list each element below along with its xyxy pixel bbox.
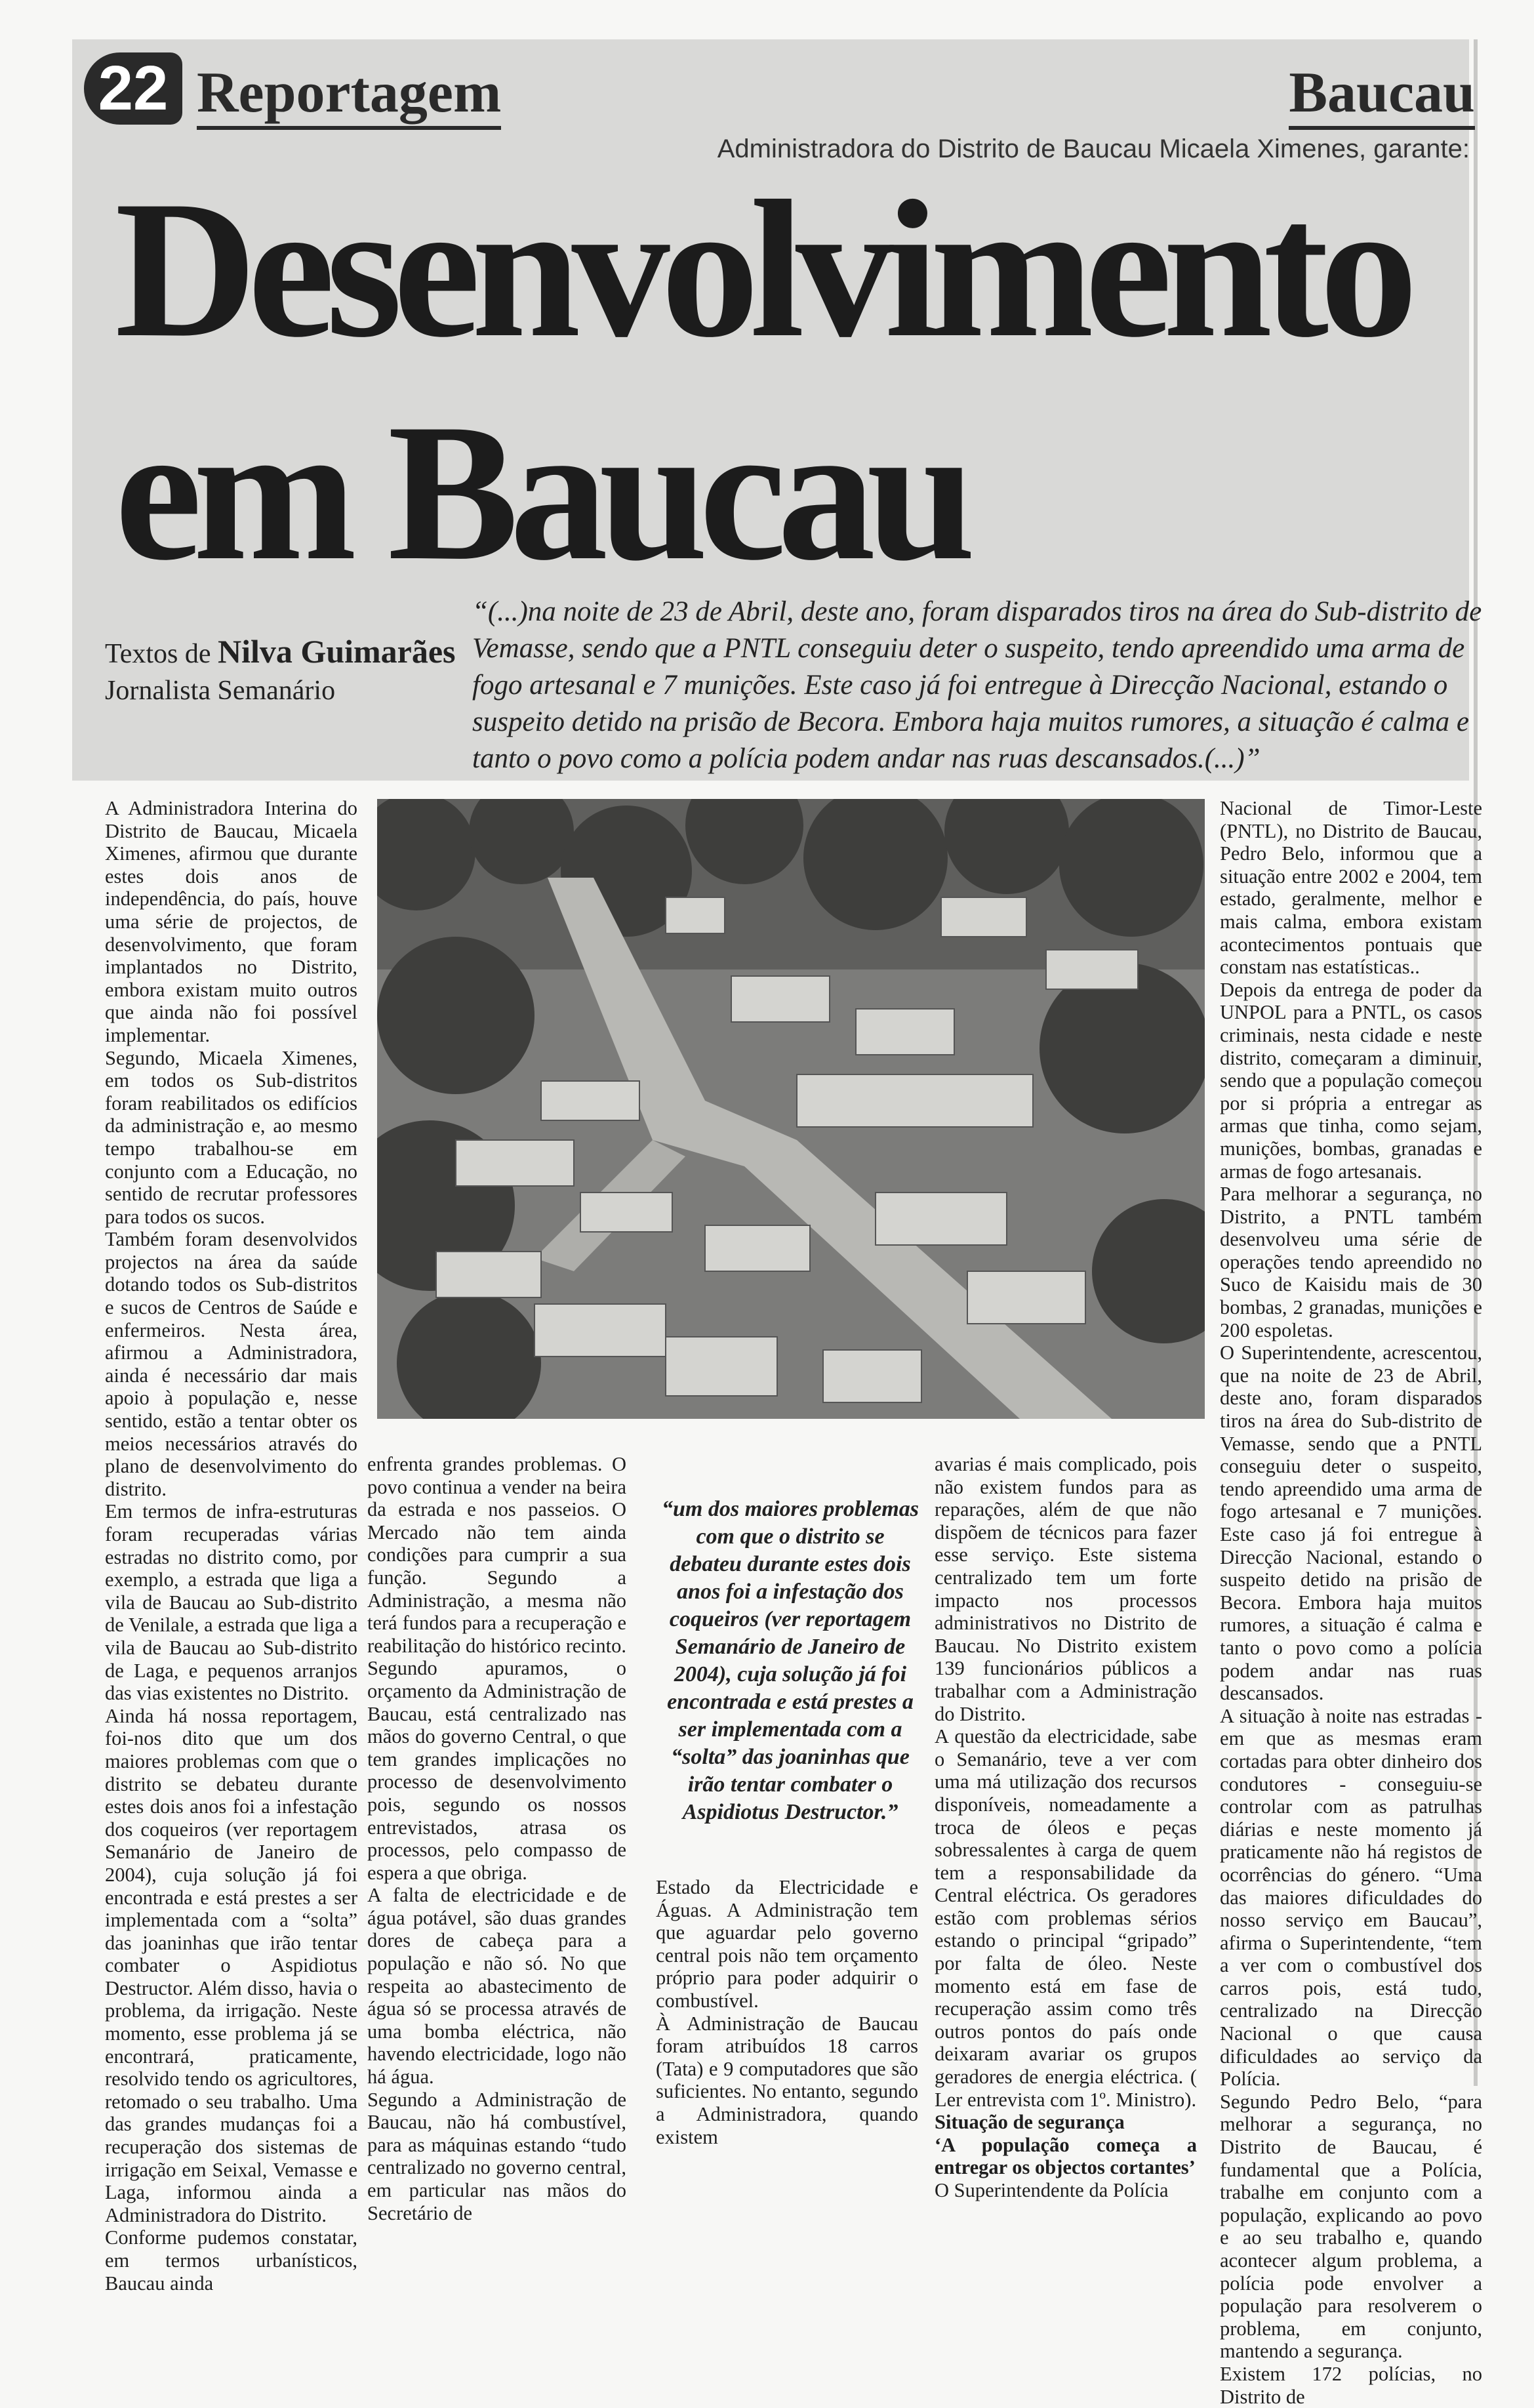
byline-author: Nilva Guimarães [218, 633, 456, 670]
paragraph: Para melhorar a segurança, no Distrito, a PNTL também desenvolveu uma série de operações tendo apreendido no Suco de Kaisidu mais de 30 bombas, 2 granadas, munições e 200 espoletas. [1220, 1183, 1482, 1341]
page-number: 22 [84, 52, 182, 125]
paragraph: Nacional de Timor-Leste (PNTL), no Distrito de Baucau, Pedro Belo, informou que a situação entre 2002 e 2004, tem estado, geralmente, melhor e mais calma, embora existam acontecimentos pontuais que constam nas estatísticas.. [1220, 797, 1482, 979]
paragraph: A situação à noite nas estradas - em que as mesmas eram cortadas para obter dinheiro dos condutores - conseguiu-se controlar com as patrulhas diárias e neste momento já praticamente não há registos de ocorrências do género. “Uma das maiores dificuldades do nosso serviço em Baucau”, afirma o Superintendente, “tem a ver com o combustível dos carros pois, está tudo, centralizado na Direcção Nacional o que causa dificuldades ao serviço da Polícia. [1220, 1704, 1482, 2091]
body-column-2 [367, 1453, 626, 2224]
photo-illustration [377, 799, 1205, 1419]
body-column-5 [1220, 797, 1482, 2408]
paragraph: Conforme pudemos constatar, em termos urbanísticos, Baucau ainda [105, 2226, 357, 2295]
paragraph: Em termos de infra-estruturas foram recuperadas várias estradas no distrito como, por exemplo, a estrada que liga a vila de Baucau ao Sub-distrito de Venilale, a estrada que liga a vila de Baucau ao Sub-distrito de Laga, e pequenos arranjos das vias existentes no Distrito. [105, 1500, 357, 1705]
headline-line-2: em Baucau [115, 383, 967, 601]
byline-prefix: Textos de [105, 639, 211, 669]
body-column-1 [105, 797, 357, 2295]
body-column-3 [656, 1876, 918, 2148]
region-title: Baucau [1289, 60, 1475, 130]
pull-quote: “um dos maiores problemas com que o distrito se debateu durante estes dois anos foi a infestação dos coqueiros (ver reportagem Semanário de Janeiro de 2004), cuja solução já foi encontrada e está prestes a ser implementada com a “solta” das joaninhas que irão tentar combater o Aspidiotus Destructor.” [662, 1497, 919, 1824]
body-column-4 [935, 1453, 1197, 2202]
headline-line-1: Desenvolvimento [115, 160, 1409, 378]
paragraph: Também foram desenvolvidos projectos na área da saúde dotando todos os Sub-distritos e sucos de Centros de Saúde e enfermeiros. Nesta área, afirmou a Administradora, ainda é necessário dar mais apoio à população e, nesse sentido, estão a tentar obter os meios necessários através do plano de desenvolvimento do distrito. [105, 1228, 357, 1500]
paragraph: enfrenta grandes problemas. O povo continua a vender na beira da estrada e nos passeios. O Mercado não tem ainda condições para cumprir a sua função. Segundo a Administração, a mesma não terá fundos para a recuperação e reabilitação do histórico recinto. Segundo apuramos, o orçamento da Administração de Baucau, está centralizado nas mãos do governo Central, o que tem grandes implicações no processo de desenvolvimento pois, segundo os nossos entrevistados, atrasa os processos, pelo compasso de espera a que obriga. [367, 1453, 626, 1884]
paragraph: Estado da Electricidade e Águas. A Administração tem que aguardar pelo governo central pois não tem orçamento próprio para poder adquirir o combustível. [656, 1876, 918, 2012]
paragraph: Existem 172 polícias, no Distrito de [1220, 2362, 1482, 2408]
paragraph: A Administradora Interina do Distrito de Baucau, Micaela Ximenes, afirmou que durante estes dois anos de independência, do país, houve uma série de projectos, de desenvolvimento, que foram implantados no Distrito, embora existam muito outros que ainda não foi possível implementar. [105, 797, 357, 1046]
byline-role: Jornalista Semanário [105, 676, 336, 706]
headline [115, 157, 1459, 603]
paragraph: A falta de electricidade e de água potável, são duas grandes dores de cabeça para a população e não só. No que respeita ao abastecimento de água só se processa através de uma bomba eléctrica, não havendo electricidade, logo não há água. [367, 1884, 626, 2089]
lead-quote: “(...)na noite de 23 de Abril, deste ano, foram disparados tiros na área do Sub-distrito de Vemasse, sendo que a PNTL conseguiu deter o suspeito, tendo apreendido uma arma de fogo artesanal e 7 munições. Este caso já foi entregue à Direcção Nacional, estando o suspeito detido na prisão de Becora. Embora haja muitos rumores, a situação é calma e tanto o povo como a polícia podem andar nas ruas descansados.(...)” [472, 596, 1482, 774]
paragraph: Segundo a Administração de Baucau, não há combustível, para as máquinas estando “tudo centralizado no governo central, em particular nas mãos do Secretário de [367, 2088, 626, 2224]
section-title: Reportagem [197, 60, 501, 130]
subheading-quote: ‘A população começa a entregar os objectos cortantes’ [935, 2133, 1197, 2179]
paragraph: Depois da entrega de poder da UNPOL para a PNTL, os casos criminais, nesta cidade e neste distrito, começaram a diminuir, sendo que a população começou por si própria a entregar as armas que tinha, como sejam, munições, bombas, granadas e armas de fogo artesanais. [1220, 978, 1482, 1183]
kicker: Administradora do Distrito de Baucau Micaela Ximenes, garante: [717, 134, 1470, 163]
town-aerial-photo [377, 799, 1205, 1419]
paragraph: avarias é mais complicado, pois não existem fundos para as reparações, além de que não dispõem de técnicos para fazer esse serviço. Este sistema centralizado tem um forte impacto nos processos administrativos no Distrito de Baucau. No Distrito existem 139 funcionários públicos a trabalhar com a Administração do Distrito. [935, 1453, 1197, 1725]
paragraph: O Superintendente, acrescentou, que na noite de 23 de Abril, deste ano, foram disparados tiros na área do Sub-distrito de Vemasse, sendo que a PNTL conseguiu deter o suspeito, tendo apreendido uma arma de fogo artesanal e 7 munições. Este caso já foi entregue à Direcção Nacional, estando o suspeito detido na prisão de Becora. Embora haja muitos rumores, a situação é calma e tanto o povo como a polícia podem andar nas ruas descansados. [1220, 1341, 1482, 1705]
paragraph: À Administração de Baucau foram atribuídos 18 carros (Tata) e 9 computadores que são suficientes. No entanto, segundo a Administradora, quando existem [656, 2012, 918, 2148]
byline-credit [105, 633, 456, 672]
paragraph: Segundo, Micaela Ximenes, em todos os Sub-distritos foram reabilitados os edifícios da administração e, ao mesmo tempo trabalhou-se em conjunto com a Educação, no sentido de recrutar professores para todos os sucos. [105, 1046, 357, 1228]
subheading: Situação de segurança [935, 2111, 1125, 2134]
paragraph: Segundo Pedro Belo, “para melhorar a segurança, no Distrito de Baucau, é fundamental que a Polícia, trabalhe em conjunto com a população, explicando ao povo e ao seu trabalho e, quando acontecer algum problema, a polícia pode envolver a população para resolverem o problema, em conjunto, mantendo a segurança. [1220, 2090, 1482, 2363]
paragraph: O Superintendente da Polícia [935, 2179, 1169, 2201]
paragraph: A questão da electricidade, sabe o Semanário, teve a ver com uma má utilização dos recursos disponíveis, nomeadamente a troca de óleos e peças sobressalentes à carga de quem tem a responsabilidade da Central eléctrica. Os geradores estão com problemas sérios estando o principal “gripado” por falta de óleo. Neste momento está em fase de recuperação assim como três outros pontos do país onde deixaram avariar os grupos geradores de energia eléctrica. ( Ler entrevista com 1º. Ministro). [935, 1725, 1197, 2111]
paragraph: Ainda há nossa reportagem, foi-nos dito que um dos maiores problemas com que o distrito se debateu durante estes dois anos foi a infestação dos coqueiros (ver reportagem Semanário de Janeiro de 2004), cuja solução já foi encontrada e está prestes a ser implementada com a “solta” das joaninhas que irão tentar combater o Aspidiotus Destructor. Além disso, havia o problema, da irrigação. Neste momento, esse problema já se encontrará, praticamente, resolvido tendo os agricultores, retomado o seu trabalho. Uma das grandes mudanças foi a recuperação dos sistemas de irrigação em Seixal, Vemasse e Laga, informou ainda a Administradora do Distrito. [105, 1704, 357, 2226]
byline [105, 633, 456, 709]
